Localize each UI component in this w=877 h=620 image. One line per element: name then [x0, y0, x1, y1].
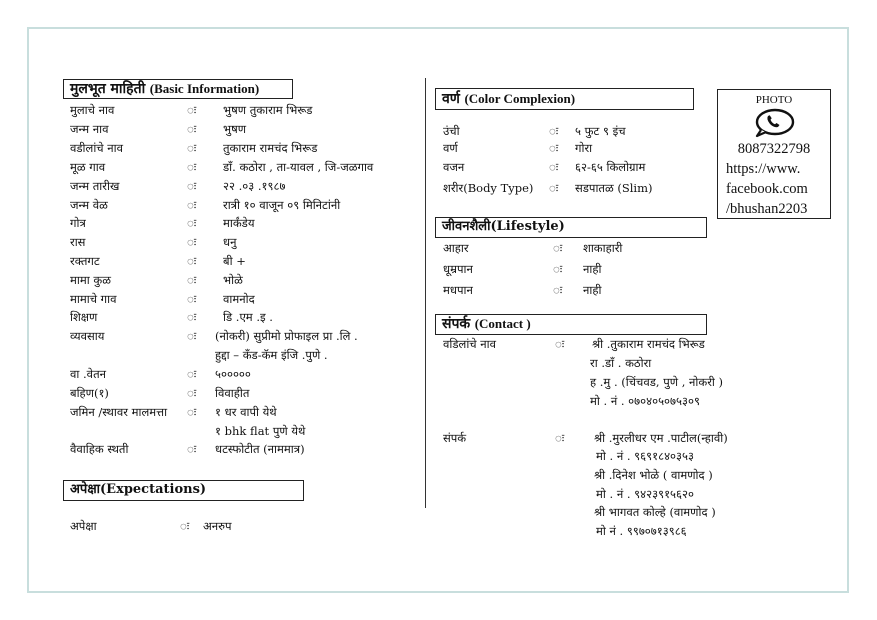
complexion-title-en: (Color Complexion)	[464, 91, 576, 106]
colon: ः	[549, 181, 559, 195]
photo-label: PHOTO	[755, 94, 793, 106]
contact-detail-line: श्री भागवत कोल्हे (वामणोद )	[594, 505, 716, 519]
contact-detail-line: श्री .दिनेश भोळे ( वामणोद )	[594, 468, 713, 482]
field-label: जन्म वेळ	[70, 198, 108, 212]
whatsapp-icon	[752, 108, 796, 138]
field-value: वामनोद	[223, 292, 255, 306]
field-label: बहिण(१)	[70, 386, 109, 400]
expectations-title: अपेक्षा(Expectations)	[70, 482, 207, 497]
lifestyle-header	[435, 217, 707, 238]
field-value: (नोकरी) सुप्रीमो प्रोफाइल प्रा .लि .	[215, 329, 358, 343]
field-label: जन्म तारीख	[70, 179, 120, 193]
colon: ः	[187, 216, 197, 230]
colon: ः	[187, 160, 197, 174]
field-value: धटस्फोटीत (नाममात्र)	[215, 442, 305, 456]
field-value: धनु	[223, 235, 237, 249]
field-label: धूम्रपान	[443, 262, 473, 276]
colon: ः	[187, 103, 197, 117]
field-label: जन्म नाव	[70, 122, 109, 136]
field-value: गोरा	[575, 141, 593, 155]
father-detail-line: मो . नं . ०७०४०५०७५३०९	[590, 394, 700, 408]
colon: ः	[187, 329, 197, 343]
father-detail-line: श्री .तुकाराम रामचंद भिरूड	[592, 337, 705, 351]
colon: ः	[549, 124, 559, 138]
father-detail-line: ह .मु . (चिंचवड, पुणे , नोकरी )	[590, 375, 724, 389]
field-value: विवाहीत	[215, 386, 250, 400]
column-divider	[425, 78, 426, 508]
field-label: वडीलांचे नाव	[70, 141, 124, 155]
field-label: वर्ण	[443, 141, 458, 155]
facebook-url-line: /bhushan2203	[726, 201, 808, 217]
basic-info-title: मुलभूत माहिती	[70, 81, 146, 97]
field-label: मुलाचे नाव	[70, 103, 115, 117]
colon: ः	[180, 519, 190, 533]
expectations-header	[63, 480, 304, 501]
colon: ः	[187, 235, 197, 249]
field-value: २२ .०३ .१९८७	[223, 179, 286, 193]
colon: ः	[187, 310, 197, 324]
contact-label: संपर्क	[443, 431, 467, 445]
basic-info-title-en: (Basic Information)	[149, 81, 260, 96]
colon: ः	[553, 283, 563, 297]
colon: ः	[187, 442, 197, 456]
colon: ः	[187, 405, 197, 419]
field-label: मधपान	[443, 283, 473, 297]
colon: ः	[187, 386, 197, 400]
facebook-url-line: facebook.com	[726, 181, 808, 197]
field-label: रक्तगट	[70, 254, 100, 268]
field-value: सडपातळ (Slim)	[575, 181, 653, 195]
contact-detail-line: मो . नं . ९६९१८४०३५३	[596, 449, 694, 463]
colon: ः	[555, 431, 565, 445]
facebook-url	[718, 159, 830, 219]
contact-title-en: (Contact )	[474, 316, 531, 331]
photo-box	[717, 89, 831, 219]
contact-title: संपर्क	[442, 316, 471, 332]
field-label: वजन	[443, 160, 465, 174]
expectations-label: अपेक्षा	[70, 519, 97, 533]
father-label: वडिलांचे नाव	[443, 337, 497, 351]
colon: ः	[187, 122, 197, 136]
field-value: ५०००००	[215, 367, 251, 381]
field-value: ६२-६५ किलोग्राम	[575, 160, 646, 174]
field-value: भुषण	[223, 122, 247, 136]
complexion-title: वर्ण	[442, 91, 460, 107]
father-detail-line: रा .डॉं . कठोरा	[590, 356, 652, 370]
field-value: डॉं. कठोरा , ता-यावल , जि-जळगाव	[223, 160, 374, 174]
field-value: भुषण तुकाराम भिरूड	[223, 103, 313, 117]
facebook-url-line: https://www.	[726, 161, 801, 177]
field-value: भोळे	[223, 273, 243, 287]
field-value: बी +	[223, 254, 246, 268]
colon: ः	[553, 262, 563, 276]
field-label: उंची	[443, 124, 460, 138]
phone-number: 8087322798	[737, 141, 811, 157]
colon: ः	[549, 160, 559, 174]
colon: ः	[553, 241, 563, 255]
field-label: जमिन /स्थावर मालमत्ता	[70, 405, 168, 419]
colon: ः	[549, 141, 559, 155]
field-value: १ bhk flat पुणे येथे	[215, 424, 306, 438]
contact-detail-line: मो . नं . ९४२३९१५६२०	[596, 487, 694, 501]
field-value: १ धर वापी येथे	[215, 405, 277, 419]
field-label: आहार	[443, 241, 469, 255]
field-label: गोत्र	[70, 216, 86, 230]
field-value: डि .एम .इ .	[223, 310, 273, 324]
field-label: वा .वेतन	[70, 367, 107, 381]
colon: ः	[187, 273, 197, 287]
field-value: मार्कंडेय	[223, 216, 255, 230]
colon: ः	[187, 292, 197, 306]
complexion-header	[435, 88, 694, 110]
colon: ः	[187, 198, 197, 212]
field-label: मामा कुळ	[70, 273, 111, 287]
contact-detail-line: श्री .मुरलीधर एम .पाटील(न्हावी)	[594, 431, 728, 445]
field-value: ५ फुट ९ इंच	[575, 124, 626, 138]
field-label: मामाचे गाव	[70, 292, 117, 306]
expectations-value: अनरुप	[203, 519, 232, 533]
field-label: रास	[70, 235, 86, 249]
field-label: शिक्षण	[70, 310, 98, 324]
colon: ः	[187, 367, 197, 381]
field-label: वैवाहिक स्थती	[70, 442, 129, 456]
field-value: नाही	[583, 262, 602, 276]
field-label: व्यवसाय	[70, 329, 105, 343]
colon: ः	[555, 337, 565, 351]
field-value: तुकाराम रामचंद भिरूड	[223, 141, 318, 155]
basic-info-header	[63, 79, 293, 99]
field-value: रात्री १० वाजून ०९ मिनिटांनी	[223, 198, 341, 212]
field-value: हुद्दा – कँड-कॅम इंजि .पुणे .	[215, 348, 328, 362]
field-label: शरीर(Body Type)	[443, 181, 534, 195]
lifestyle-title: जीवनशैली(Lifestyle)	[442, 219, 565, 234]
field-label: मूळ गाव	[70, 160, 106, 174]
contact-header	[435, 314, 707, 335]
colon: ः	[187, 141, 197, 155]
field-value: शाकाहारी	[583, 241, 623, 255]
colon: ः	[187, 179, 197, 193]
colon: ः	[187, 254, 197, 268]
contact-detail-line: मो नं . ९९७०७१३९८६	[596, 524, 687, 538]
field-value: नाही	[583, 283, 602, 297]
